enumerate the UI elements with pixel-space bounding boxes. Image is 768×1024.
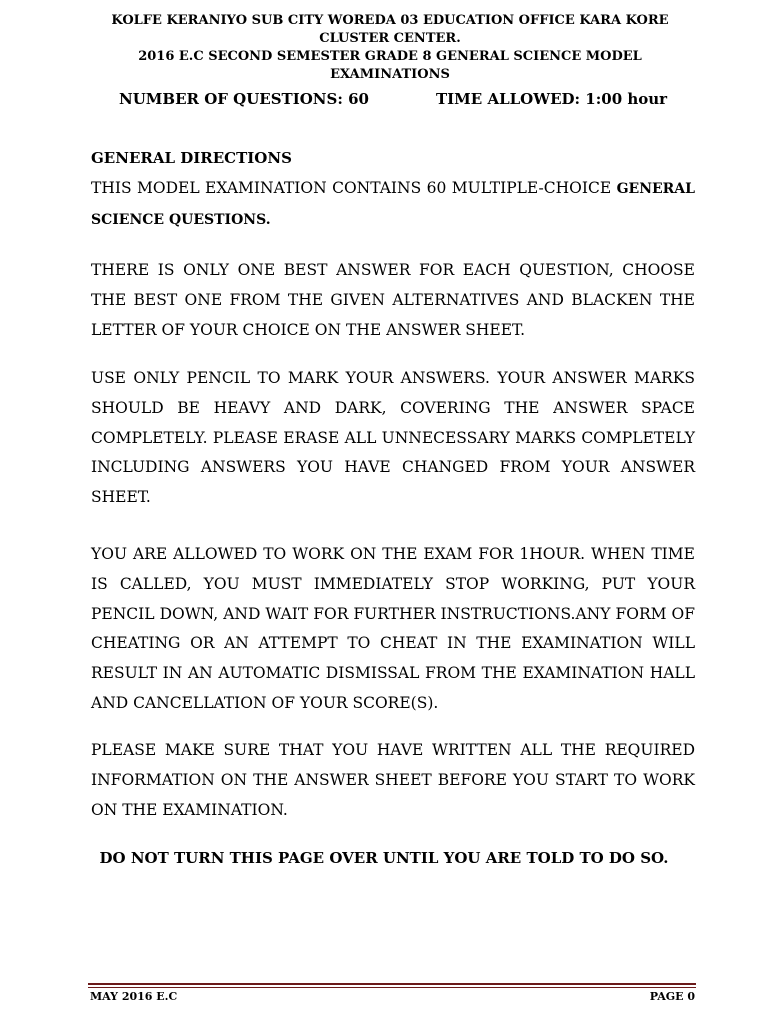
- directions-paragraph-5: PLEASE MAKE SURE THAT YOU HAVE WRITTEN ALL THE REQUIRED INFORMATION ON THE ANSWER SHEET BEFORE YOU START TO WORK ON THE EXAMINATION.: [91, 741, 695, 819]
- directions-paragraph-2: THERE IS ONLY ONE BEST ANSWER FOR EACH QUESTION, CHOOSE THE BEST ONE FROM THE GIVEN ALTERNATIVES AND BLACKEN THE LETTER OF YOUR CHOICE ON THE ANSWER SHEET.: [91, 261, 695, 339]
- header-exam-title: 2016 E.C SECOND SEMESTER GRADE 8 GENERAL SCIENCE MODEL EXAMINATIONS: [138, 49, 642, 82]
- directions-p1-bold: GENERAL SCIENCE QUESTIONS.: [91, 181, 695, 228]
- general-directions-heading: GENERAL DIRECTIONS: [91, 149, 292, 167]
- directions-paragraph-3: USE ONLY PENCIL TO MARK YOUR ANSWERS. YOUR ANSWER MARKS SHOULD BE HEAVY AND DARK, COVERING THE ANSWER SPACE COMPLETELY. PLEASE ERASE ALL UNNECESSARY MARKS COMPLETELY INCLUDING ANSWERS YOU HAVE CHANGED FROM YOUR ANSWER SHEET.: [91, 369, 695, 507]
- directions-p1-text: THIS MODEL EXAMINATION CONTAINS 60 MULTIPLE-CHOICE: [91, 179, 617, 197]
- time-allowed: TIME ALLOWED: 1:00 hour: [436, 90, 668, 108]
- footer-page-number: PAGE 0: [649, 990, 695, 1003]
- footer-date: MAY 2016 E.C: [90, 990, 178, 1003]
- directions-paragraph-4: YOU ARE ALLOWED TO WORK ON THE EXAM FOR 1HOUR. WHEN TIME IS CALLED, YOU MUST IMMEDIATELY STOP WORKING, PUT YOUR PENCIL DOWN, AND WAIT FOR FURTHER INSTRUCTIONS.ANY FORM OF CHEATING OR AN ATTEMPT TO CHEAT IN THE EXAMINATION WILL RESULT IN AN AUTOMATIC DISMISSAL FROM THE EXAMINATION HALL AND CANCELLATION OF YOUR SCORE(S).: [91, 545, 695, 712]
- directions-paragraph-1: [91, 174, 695, 236]
- number-of-questions: NUMBER OF QUESTIONS: 60: [119, 90, 369, 108]
- do-not-turn-warning: DO NOT TURN THIS PAGE OVER UNTIL YOU ARE TOLD TO DO SO.: [99, 849, 669, 867]
- header-institution: KOLFE KERANIYO SUB CITY WOREDA 03 EDUCATION OFFICE KARA KORE CLUSTER CENTER.: [111, 13, 669, 46]
- footer-divider: [88, 983, 696, 988]
